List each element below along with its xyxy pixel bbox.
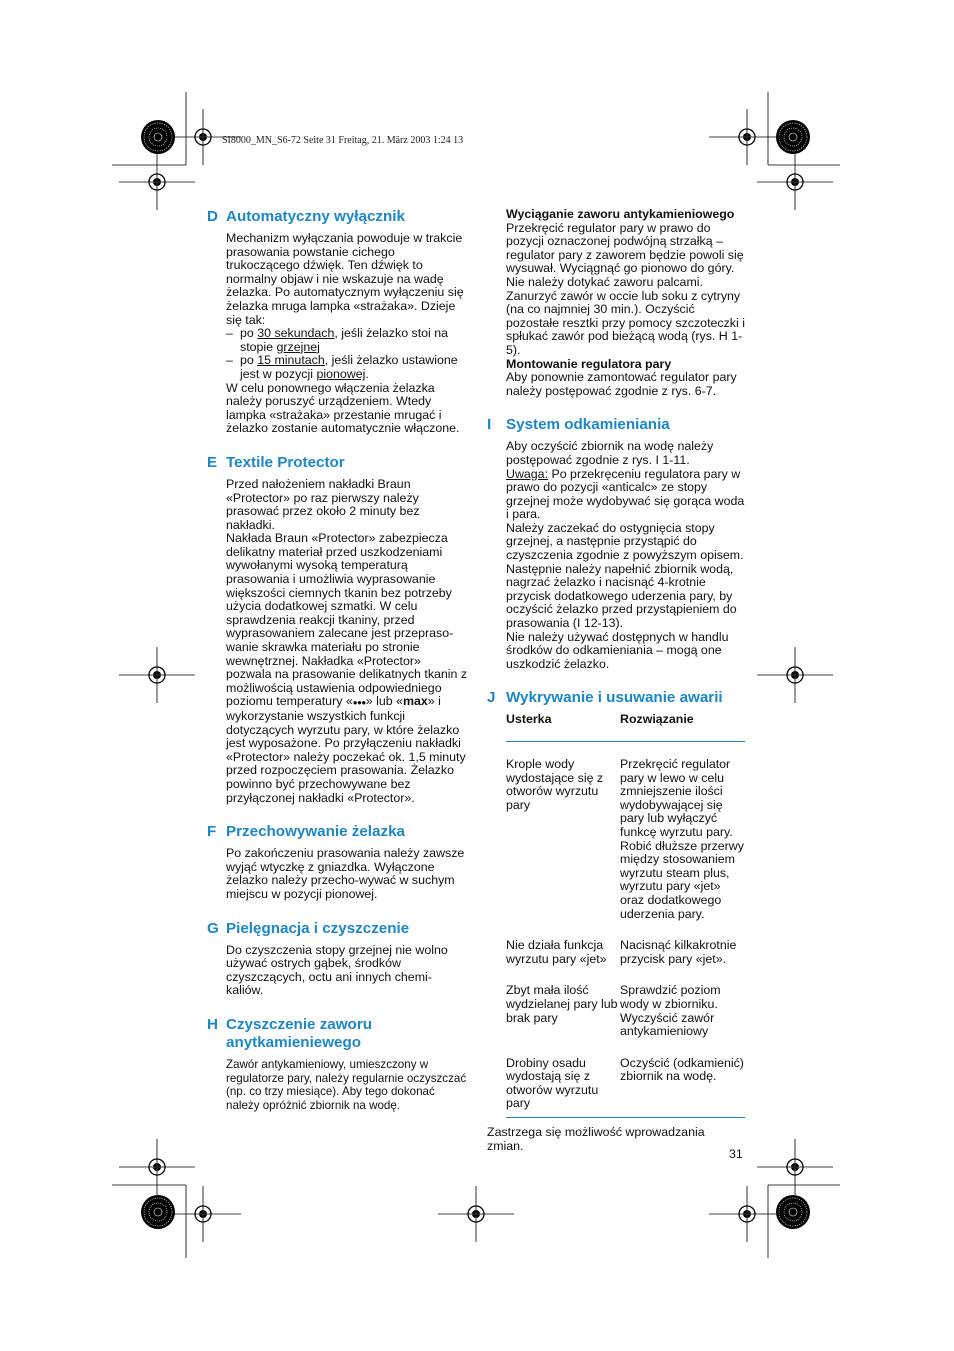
section-i-heading: I System odkamieniania: [487, 416, 670, 434]
section-h-heading: H Czyszczenie zaworu anytkamieniewego: [207, 1016, 469, 1052]
fault-cell: Drobiny osadu wydostają się z otworów wyrzutu pary: [506, 1057, 620, 1118]
column-header-fix: Rozwiązanie: [620, 713, 745, 741]
regulator-mounting-body: Aby ponownie zamontować regulator pary należy postępować zgodnie z rys. 6-7.: [506, 370, 737, 398]
table-row: [506, 742, 745, 940]
subheading-valve-removal: Wyciąganie zaworu antykamieniowego: [506, 207, 735, 221]
section-e-title: Textile Protector: [226, 453, 345, 471]
section-e-heading: E Textile Protector: [207, 453, 345, 471]
fix-cell: Nacisnąć kilkakrotnie przycisk pary «jet».: [620, 938, 737, 966]
section-d: [207, 208, 469, 436]
section-f-heading: F Przechowywanie żelazka: [207, 823, 405, 841]
list-item: – po 15 minutach, jeśli żelazko ustawione jest w pozycji pionowej.: [226, 353, 458, 381]
section-i-p3: Należy zaczekać do ostygnięcia stopy grzejnej, a następnie przystąpić do czyszczenia zgodnie z powyższym opisem.: [506, 520, 744, 563]
section-i-p1: Aby oczyścić zbiornik na wodę należy postępować zgodnie z rys. I 1-11.: [506, 439, 714, 467]
section-d-outro: W celu ponownego włączenia żelazka należy poruszyć urządzeniem. Wtedy lampka «strażaka» przestanie mrugać i żelazko zostanie automatycznie włączone.: [226, 380, 460, 436]
section-f-title: Przechowywanie żelazka: [226, 823, 405, 841]
valve-removal-body: Przekręcić regulator pary w prawo do pozycji oznaczonej podwójną strzałką – regulator pary z zaworem będzie powoli się wysuwał. Wyciągnąć go pionowo do góry. Nie należy dotykać zaworu palcami. Zanurzyć zawór w occie lub soku z cytryny (na co najmniej 30 min.). Oczyścić pozostałe resztki przy pomocy szczoteczki i spłukać zawór pod bieżącą wodą (rys. H 1-5).: [506, 220, 745, 357]
section-i-title: System odkamieniania: [506, 416, 670, 434]
section-g-heading: G Pielęgnacja i czyszczenie: [207, 919, 410, 937]
section-h: [207, 1016, 469, 1112]
section-h-body: Zawór antykamieniowy, umieszczony w regulatorze pary, należy regularnie oczyszczać (np. co trzy miesiące). Aby tego dokonać należy opróżnić zbiornik na wodę.: [226, 1057, 467, 1112]
section-i: [487, 416, 749, 671]
section-j-heading: J Wykrywanie i usuwanie awarii: [487, 689, 723, 707]
troubleshooting-table: [506, 713, 745, 1118]
section-f: [207, 823, 469, 901]
left-column: [207, 208, 469, 1112]
fault-cell: Nie działa funkcja wyrzutu pary «jet»: [506, 938, 607, 966]
table-row: [506, 1057, 745, 1118]
section-d-heading: [207, 208, 469, 226]
table-row: [506, 984, 745, 1056]
section-j: [487, 689, 749, 1118]
right-column: [487, 208, 749, 1153]
section-g: [207, 920, 469, 998]
column-header-fault: Usterka: [506, 713, 620, 741]
table-row: [506, 939, 745, 984]
table-header-row: [506, 713, 745, 741]
section-e-p1: Przed nałożeniem nakładki Braun «Protector» po raz pierwszy należy prasować przez około 2 minuty bez nakładki.: [226, 476, 420, 532]
section-i-p2: Uwaga: Po przekręceniu regulatora pary w prawo do pozycji «anticalc» ze stopy grzejnej może wydobywać się gorąca woda i para.: [506, 466, 745, 522]
fix-cell: Oczyścić (odkamienić) zbiornik na wodę.: [620, 1057, 745, 1118]
section-d-intro: Mechanizm wyłączania powoduje w trakcie prasowania powstanie cichego trukoczącego dźwięk. Ten dźwięk to normalny objaw i nie wskazuje na wadę żelazka. Po automatycznym wyłączeniu się żelazka mruga lampka «strażaka». Dzieje się tak:: [226, 231, 464, 327]
footer-note: Zastrzega się możliwość wprowadzania zmian.: [487, 1125, 705, 1153]
section-d-title: Automatyczny wyłącznik: [226, 208, 405, 225]
subheading-regulator-mounting: Montowanie regulatora pary: [506, 356, 672, 371]
section-j-title: Wykrywanie i usuwanie awarii: [506, 689, 723, 707]
list-item: – po 30 sekundach, jeśli żelazko stoi na stopie grzejnej: [226, 326, 449, 354]
fault-cell: Zbyt mała ilość wydzielanej pary lub brak pary: [506, 983, 618, 1025]
section-i-p5: Nie należy używać dostępnych w handlu środków do odkamieniania – mogą one uszkodzić żelazko.: [506, 629, 729, 671]
section-g-body: Do czyszczenia stopy grzejnej nie wolno używać ostrych gąbek, środków czyszczących, octu ani innych chemi-kaliów.: [226, 942, 448, 998]
fix-cell: Przekręcić regulator pary w lewo w celu zmniejszenie ilości wydobywającej się pary lub wyłączyć funkcę wyrzutu pary. Robić dłuższe przerwy między stosowaniem wyrzutu steam plus, wyrzutu pary «jet» oraz dodatkowego uderzenia pary.: [620, 757, 744, 921]
section-i-p4: Następnie należy napełnić zbiornik wodą, nagrzać żelazko i nacisnąć 4-krotnie przycisk dodatkowego uderzenia pary, by oczyścić żelazko przed przystąpieniem do prasowania (I 12-13).: [506, 561, 737, 631]
fix-cell: Sprawdzić poziom wody w zbiorniku. Wyczyścić zawór antykamieniowy: [620, 983, 721, 1039]
print-slug: SI8000_MN_S6-72 Seite 31 Freitag, 21. März 2003 1:24 13: [222, 135, 464, 146]
section-e-p2: Nakłada Braun «Protector» zabezpiecza delikatny materiał przed uszkodzeniami wywołanymi wysoką temperaturą prasowania i umożliwia wyprasowanie większości ciemnych tkanin bez potrzeby użycia dodatkowej szmatki. W celu sprawdzenia reakcji tkaniny, przed wyprasowaniem zalecane jest przepraso-wanie skrawka materiału po stronie wewnętrznej. Nakładka «Protector» pozwala na prasowanie delikatnych tkanin z możliwością ustawienia odpowiedniego poziomu temperatury «●●●» lub «max» i wykorzystanie wszystkich funkcji dotyczących wyrzutu pary, w które żelazko jest wyposażone. Po przyłączeniu nakładki «Protector» należy poczekać ok. 1,5 minuty przed rozpoczęciem prasowania. Żelazko powinno być przechowywane bez przyłączonej nakładki «Protector».: [226, 531, 468, 805]
section-f-body: Po zakończeniu prasowania należy zawsze wyjąć wtyczkę z gniazdka. Wyłączone żelazko należy przecho-wywać w suchym miejscu w pozycji pionowej.: [226, 846, 465, 901]
section-g-title: Pielęgnacja i czyszczenie: [226, 919, 410, 937]
section-e: [207, 454, 469, 805]
fault-cell: Krople wody wydostające się z otworów wyrzutu pary: [506, 757, 604, 812]
page-number: 31: [729, 1147, 743, 1161]
section-h-title: Czyszczenie zaworu anytkamieniewego: [226, 1015, 373, 1051]
section-d-letter: D: [207, 208, 218, 225]
